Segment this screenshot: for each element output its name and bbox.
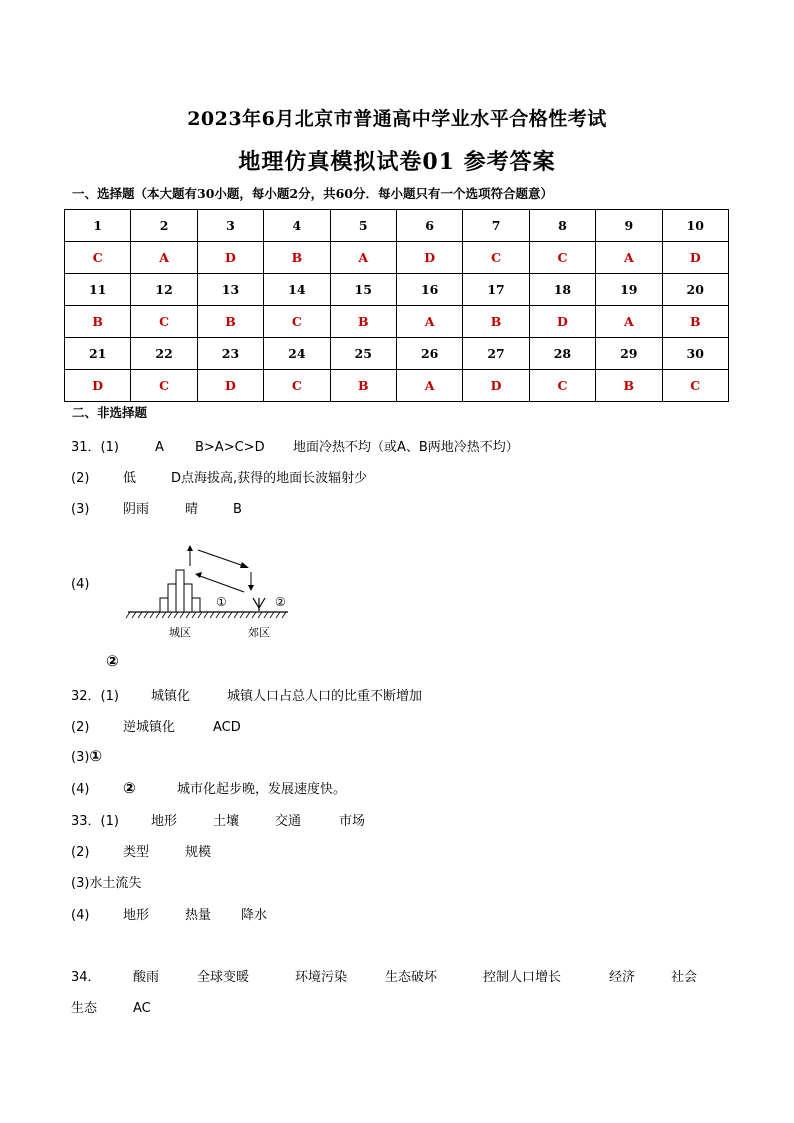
answer-line-31-4-answer [106,652,119,670]
answer-cell: C [662,370,728,402]
answer-cell: D [662,242,728,274]
mark-1: ① [216,595,227,609]
table-row-numbers [65,274,729,306]
item-label: 31．(1) [71,440,119,455]
answer-text: 市场 [339,814,366,829]
question-number: 5 [330,210,396,242]
question-number: 16 [396,274,462,306]
answer-text: 类型 [123,845,150,860]
question-number: 2 [131,210,197,242]
answer-cell: A [330,242,396,274]
answer-text: 地形 [123,908,150,923]
answer-cell: B [463,306,529,338]
table-row-answers [65,306,729,338]
answer-cell: C [264,370,330,402]
item-label: 32．(1) [71,689,119,704]
item-label: (4) [71,908,90,923]
answer-text: 经济 [609,970,636,985]
answer-text: AC [133,1001,151,1016]
city-label: 城区 [169,626,191,639]
answer-cell: A [596,306,662,338]
answer-text: 水土流失 [89,876,142,891]
answer-line-33-1 [71,810,365,829]
answer-cell: B [596,370,662,402]
answer-line-33-2 [71,841,211,860]
answer-text: ① [89,747,103,765]
answer-text: 地面冷热不均（或A、B两地冷热不均） [293,440,519,455]
answer-cell: A [131,242,197,274]
answer-cell: B [264,242,330,274]
upper-flow-arrow [198,550,249,568]
vegetation-icon [253,598,265,611]
answer-cell: B [330,306,396,338]
question-number: 3 [197,210,263,242]
heat-island-circulation-diagram [120,540,300,645]
answer-cell: D [65,370,131,402]
item-label: (2) [71,720,90,735]
answer-text: 城镇人口占总人口的比重不断增加 [227,689,423,704]
answer-cell: C [264,306,330,338]
surface-flow-arrow [195,572,244,592]
answer-text: D点海拔高,获得的地面长波辐射少 [171,471,368,486]
question-number: 9 [596,210,662,242]
question-number: 27 [463,338,529,370]
sinking-air-arrow [248,572,254,591]
question-number: 15 [330,274,396,306]
question-number: 8 [529,210,595,242]
answer-text: A [155,440,164,455]
item-label: (4) [71,782,90,797]
item-label: 34． [71,970,101,985]
question-number: 21 [65,338,131,370]
answer-line-34-2 [71,997,151,1016]
question-number: 22 [131,338,197,370]
answer-cell: C [463,242,529,274]
suburb-label: 郊区 [248,626,270,639]
answer-cell: D [197,242,263,274]
answer-line-34-1 [71,966,697,985]
answer-text: 生态 [71,1001,98,1016]
question-number: 26 [396,338,462,370]
item-label: (4) [71,577,90,592]
item-label: (2) [71,471,90,486]
answer-cell: D [463,370,529,402]
answer-cell: C [131,306,197,338]
question-number: 24 [264,338,330,370]
item-label: (3) [71,750,90,765]
answer-text: 阴雨 [123,502,150,517]
question-number: 29 [596,338,662,370]
rising-air-arrow [187,545,193,566]
item-label: (2) [71,845,90,860]
question-number: 30 [662,338,728,370]
answer-text: 降水 [241,908,268,923]
question-number: 17 [463,274,529,306]
answer-cell: C [65,242,131,274]
answer-text: 土壤 [213,814,240,829]
answer-cell: B [197,306,263,338]
answer-text: 低 [123,471,137,486]
answer-text: 社会 [671,970,698,985]
page-subtitle: 地理仿真模拟试卷01 参考答案 [238,149,556,175]
question-number: 1 [65,210,131,242]
answer-table [64,209,729,402]
section-heading-free-response: 二、非选择题 [72,405,148,420]
item-label: (3) [71,502,90,517]
question-number: 14 [264,274,330,306]
answer-text: 热量 [185,908,212,923]
answer-cell: B [662,306,728,338]
answer-text: 逆城镇化 [123,720,176,735]
answer-cell: C [131,370,197,402]
answer-text: 全球变暖 [197,970,250,985]
question-number: 10 [662,210,728,242]
answer-text: 晴 [185,502,199,517]
answer-text: 环境污染 [295,970,348,985]
city-buildings-icon [160,570,200,612]
answer-cell: D [197,370,263,402]
answer-cell: C [529,242,595,274]
answer-line-32-3 [71,747,102,765]
answer-cell: A [396,306,462,338]
answer-text: 城镇化 [151,689,191,704]
question-number: 20 [662,274,728,306]
page-title: 2023年6月北京市普通高中学业水平合格性考试 [187,108,607,130]
answer-text: 生态破坏 [385,970,438,985]
answer-text: 规模 [185,845,212,860]
answer-text: 控制人口增长 [483,970,562,985]
answer-text: 城市化起步晚，发展速度快。 [177,782,347,797]
question-number: 19 [596,274,662,306]
question-number: 28 [529,338,595,370]
question-number: 6 [396,210,462,242]
answer-text: B>A>C>D [195,440,265,455]
answer-line-31-4 [71,577,89,592]
answer-line-32-2 [71,716,241,735]
answer-line-31-3 [71,498,242,517]
question-number: 4 [264,210,330,242]
question-number: 12 [131,274,197,306]
question-number: 18 [529,274,595,306]
answer-cell: A [596,242,662,274]
answer-cell: D [529,306,595,338]
answer-line-32-1 [71,685,422,704]
answer-cell: B [65,306,131,338]
item-label: (3) [71,876,90,891]
question-number: 7 [463,210,529,242]
question-number: 25 [330,338,396,370]
answer-line-33-3 [71,872,141,891]
answer-text: ② [106,652,119,670]
answer-text: 酸雨 [133,970,160,985]
answer-cell: C [529,370,595,402]
answer-text: ② [123,779,136,797]
answer-cell: A [396,370,462,402]
question-number: 23 [197,338,263,370]
answer-text: ACD [213,720,241,735]
answer-line-31-2 [71,467,367,486]
table-row-answers [65,370,729,402]
answer-text: B [233,502,242,517]
mark-2: ② [275,595,286,609]
answer-cell: B [330,370,396,402]
question-number: 11 [65,274,131,306]
item-label: 33．(1) [71,814,119,829]
table-row-numbers [65,210,729,242]
answer-text: 地形 [151,814,178,829]
answer-line-32-4 [71,778,346,797]
question-number: 13 [197,274,263,306]
answer-line-33-4 [71,904,267,923]
section-heading-multiple-choice: 一、选择题（本大题有30小题，每小题2分，共60分．每小题只有一个选项符合题意） [72,186,553,201]
answer-text: 交通 [275,814,302,829]
answer-cell: D [396,242,462,274]
table-row-numbers [65,338,729,370]
answer-line-31-1 [71,436,519,455]
table-row-answers [65,242,729,274]
